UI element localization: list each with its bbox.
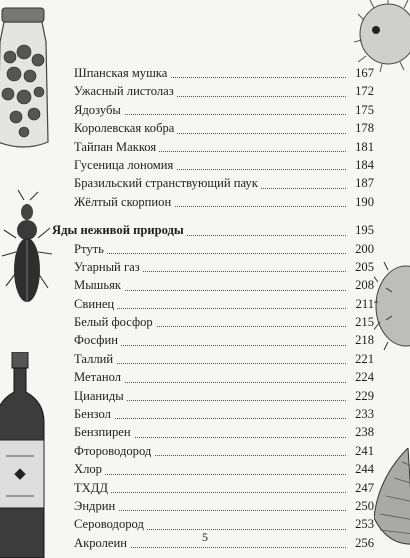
poison-bottle-icon (0, 352, 48, 558)
toc-entry[interactable] (74, 101, 374, 119)
toc-entry-title: Фтороводород (74, 442, 154, 460)
toc-entry-page: 200 (352, 240, 374, 258)
toc-entry[interactable] (74, 313, 374, 331)
toc-entry-title: Тайпан Маккоя (74, 138, 159, 156)
toc-entry-page: 175 (352, 101, 374, 119)
toc-entry-title: Ядозубы (74, 101, 124, 119)
toc-entry[interactable] (74, 368, 374, 386)
toc-entry[interactable] (74, 479, 374, 497)
jar-illustration-icon (0, 2, 52, 152)
toc-entry-page: 178 (352, 119, 374, 137)
dot-leader (74, 418, 346, 419)
svg-text:◆: ◆ (14, 466, 26, 482)
toc-entry-title: Ртуть (74, 240, 107, 258)
beetle-illustration-icon (2, 190, 52, 320)
toc-entry-title: Свинец (74, 295, 117, 313)
toc-section-heading[interactable] (52, 221, 374, 239)
dot-leader (74, 474, 346, 475)
toc-entry-title: Угарный газ (74, 258, 143, 276)
toc-entry-title: Бразильский странствующий паук (74, 174, 261, 192)
toc-entry-title: Хлор (74, 460, 105, 478)
toc-entry[interactable] (74, 258, 374, 276)
toc-entry-page: 233 (352, 405, 374, 423)
toc-entry[interactable] (74, 460, 374, 478)
toc-entry-title: Жёлтый скорпион (74, 193, 174, 211)
toc-entry-title: Таллий (74, 350, 116, 368)
toc-entry-page: 244 (352, 460, 374, 478)
toc-group-animal (74, 64, 374, 211)
toc-entry-title: Королевская кобра (74, 119, 177, 137)
toc-section-title: Яды неживой природы (52, 221, 187, 239)
toc-entry[interactable] (74, 405, 374, 423)
toc-entry-page: 208 (352, 276, 374, 294)
toc-entry-title: Ужасный листолаз (74, 82, 177, 100)
toc-entry-page: 215 (352, 313, 374, 331)
toc-entry-title: Мышьяк (74, 276, 124, 294)
toc-entry[interactable] (74, 193, 374, 211)
toc-entry-page: 224 (352, 368, 374, 386)
toc-entry-page: 167 (352, 64, 374, 82)
toc-entry-title: ТХДД (74, 479, 111, 497)
toc-group-nonliving (74, 240, 374, 553)
toc-entry[interactable] (74, 350, 374, 368)
toc-entry[interactable] (74, 240, 374, 258)
toc-entry-page: 238 (352, 423, 374, 441)
toc-entry-title: Сероводород (74, 515, 147, 533)
toc-entry[interactable] (74, 64, 374, 82)
table-of-contents (52, 64, 374, 552)
toc-entry-title: Эндрин (74, 497, 118, 515)
toc-entry[interactable] (74, 295, 374, 313)
toc-entry-page: 250 (352, 497, 374, 515)
toc-entry-page: 229 (352, 387, 374, 405)
toc-entry-page: 211 (353, 295, 374, 313)
toc-entry-title: Метанол (74, 368, 124, 386)
toc-entry-title: Цианиды (74, 387, 127, 405)
toc-entry-page: 218 (352, 331, 374, 349)
toc-entry-page: 256 (352, 534, 374, 552)
toc-entry-page: 190 (352, 193, 374, 211)
toc-entry-title: Акролеин (74, 534, 130, 552)
toc-entry-page: 241 (352, 442, 374, 460)
page-number: 5 (202, 530, 208, 544)
toc-entry[interactable] (74, 82, 374, 100)
toc-entry-page: 221 (352, 350, 374, 368)
toc-entry-title: Бензол (74, 405, 114, 423)
toc-entry-title: Бензпирен (74, 423, 134, 441)
toc-entry[interactable] (74, 138, 374, 156)
dot-leader (74, 492, 346, 493)
toc-section-page: 195 (352, 221, 374, 239)
hedgehog-icon (372, 262, 410, 350)
toc-entry-page: 205 (352, 258, 374, 276)
toc-entry[interactable] (74, 276, 374, 294)
toc-entry-page: 187 (352, 174, 374, 192)
toc-entry-page: 247 (352, 479, 374, 497)
toc-entry-title: Шпанская мушка (74, 64, 170, 82)
toc-entry-title: Белый фосфор (74, 313, 156, 331)
toc-entry-page: 172 (352, 82, 374, 100)
dot-leader (74, 253, 346, 254)
toc-entry[interactable] (74, 331, 374, 349)
toc-entry[interactable] (74, 497, 374, 515)
toc-entry-page: 181 (352, 138, 374, 156)
toc-entry-page: 253 (352, 515, 374, 533)
toc-entry[interactable] (74, 423, 374, 441)
toc-entry-title: Фосфин (74, 331, 121, 349)
toc-entry-page: 184 (352, 156, 374, 174)
toc-entry[interactable] (74, 442, 374, 460)
toc-entry[interactable] (74, 387, 374, 405)
toc-entry[interactable] (74, 156, 374, 174)
toc-entry[interactable] (74, 119, 374, 137)
section-gap (74, 211, 374, 221)
toc-entry-title: Гусеница лономия (74, 156, 176, 174)
toc-entry[interactable] (74, 174, 374, 192)
